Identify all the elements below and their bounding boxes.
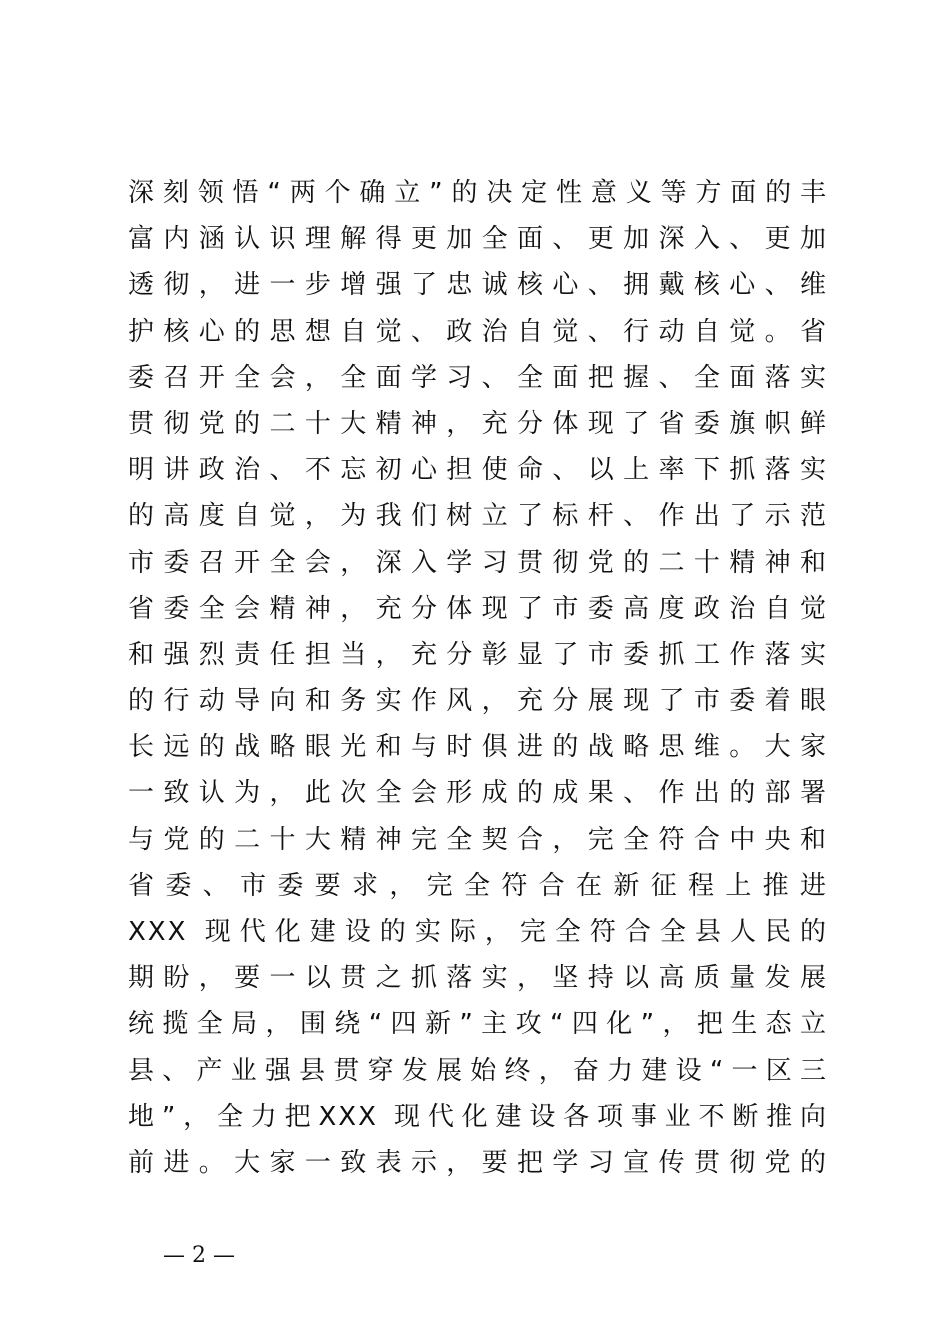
text-line: 护核心的思想自觉、政治自觉、行动自觉。省 — [128, 316, 828, 347]
text-line: 期盼，要一以贯之抓落实，坚持以高质量发展 — [128, 963, 828, 994]
text-line: 县、产业强县贯穿发展始终，奋力建设“一区三 — [128, 1055, 828, 1086]
text-line: 省委、市委要求，完全符合在新征程上推进 — [128, 870, 828, 901]
text-line: 和强烈责任担当，充分彰显了市委抓工作落实 — [128, 639, 828, 670]
body-text — [128, 170, 828, 1186]
text-line: 富内涵认识理解得更加全面、更加深入、更加 — [128, 224, 828, 255]
text-line: 统揽全局，围绕“四新”主攻“四化”，把生态立 — [128, 1009, 828, 1040]
text-line: 委召开全会，全面学习、全面把握、全面落实 — [128, 362, 828, 393]
text-line: 与党的二十大精神完全契合，完全符合中央和 — [128, 824, 828, 855]
text-line: 市委召开全会，深入学习贯彻党的二十精神和 — [128, 547, 828, 578]
text-line: XXX 现代化建设的实际，完全符合全县人民的 — [128, 917, 828, 947]
text-line: 前进。大家一致表示，要把学习宣传贯彻党的 — [128, 1147, 828, 1178]
text-line: 一致认为，此次全会形成的成果、作出的部署 — [128, 778, 828, 809]
text-line: 明讲政治、不忘初心担使命、以上率下抓落实 — [128, 455, 828, 486]
text-line: 深刻领悟“两个确立”的决定性意义等方面的丰 — [128, 178, 828, 208]
text-line: 地”，全力把XXX 现代化建设各项事业不断推向 — [128, 1101, 828, 1132]
text-line: 贯彻党的二十大精神，充分体现了省委旗帜鲜 — [128, 408, 828, 439]
text-line: 的行动导向和务实作风，充分展现了市委着眼 — [128, 686, 828, 717]
text-line: 省委全会精神，充分体现了市委高度政治自觉 — [128, 593, 828, 624]
text-line: 透彻，进一步增强了忠诚核心、拥戴核心、维 — [128, 270, 828, 301]
text-line: 的高度自觉，为我们树立了标杆、作出了示范 — [128, 501, 828, 532]
text-line: 长远的战略眼光和与时俱进的战略思维。大家 — [128, 732, 828, 763]
page-number: — 2 — — [163, 1243, 235, 1268]
